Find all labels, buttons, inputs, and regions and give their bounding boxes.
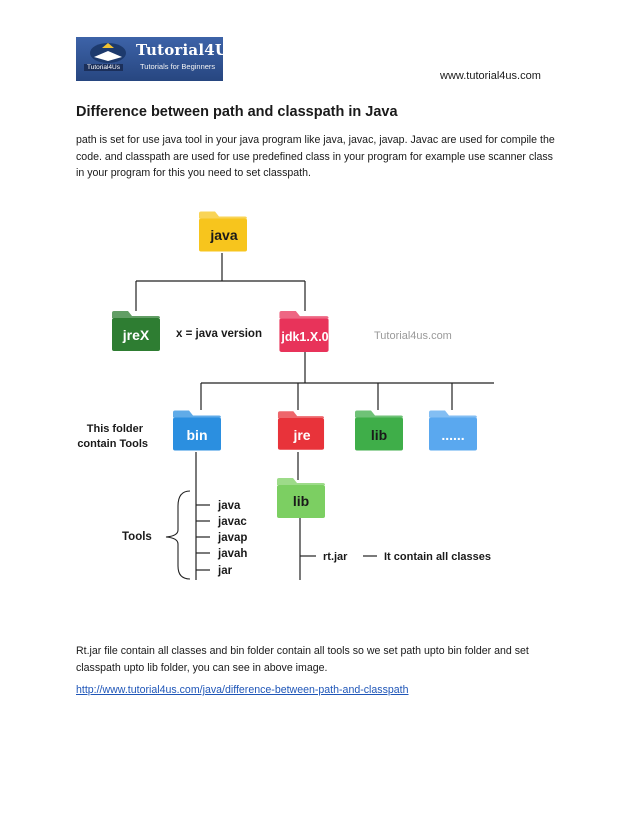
bin-note-line1: This folder xyxy=(86,423,143,435)
folder-jrex xyxy=(112,311,160,351)
site-url[interactable]: www.tutorial4us.com xyxy=(440,70,541,82)
article-link[interactable]: http://www.tutorial4us.com/java/difference-between-path-and-classpath xyxy=(76,684,409,696)
tool-item: javap xyxy=(218,532,248,544)
outro-paragraph: Rt.jar file contain all classes and bin folder contain all tools so we set path upto bin folder and set classpath upto lib folder, you can see in above image. xyxy=(76,645,529,674)
folder-label-jrex: jreX xyxy=(122,327,150,343)
tools-label: Tools xyxy=(122,531,152,543)
tool-item: java xyxy=(218,500,241,512)
folder-label-lib: lib xyxy=(370,427,388,443)
tool-item: javac xyxy=(218,516,247,528)
folder-label-bin: bin xyxy=(186,427,208,443)
logo-name: Tutorial4Us xyxy=(136,41,237,59)
folder-label-jre-lib: lib xyxy=(292,493,310,509)
rtjar-label: rt.jar xyxy=(323,551,348,563)
tool-item: jar xyxy=(218,565,233,577)
folder-label-more: ...... xyxy=(441,427,465,443)
folder-jdk xyxy=(279,311,328,352)
folder-label-java: java xyxy=(210,227,238,243)
bin-note-line2: contain Tools xyxy=(77,438,148,450)
folder-jre xyxy=(278,411,324,449)
page-title: Difference between path and classpath in Java xyxy=(76,104,398,120)
folder-bin xyxy=(173,411,221,451)
logo-tagline: Tutorials for Beginners xyxy=(140,62,216,71)
tool-item: javah xyxy=(218,548,248,560)
folder-more xyxy=(429,411,477,451)
folder-label-jre: jre xyxy=(293,427,311,443)
folder-jre-lib xyxy=(277,478,325,518)
folder-lib xyxy=(355,411,403,451)
java-version-note: x = java version xyxy=(176,328,262,340)
folder-label-jdk: jdk1.X.0 xyxy=(281,330,329,344)
folder-java xyxy=(199,212,247,252)
rtjar-note: It contain all classes xyxy=(384,551,491,563)
logo-badge: Tutorial4Us xyxy=(84,64,123,71)
watermark: Tutorial4us.com xyxy=(374,330,452,342)
intro-paragraph: path is set for use java tool in your java program like java, javac, javap. Javac are used for compile the code. and classpath are used for use predefined class in your program for example use scanner class in your program for this you need to set classpath. xyxy=(76,134,555,179)
